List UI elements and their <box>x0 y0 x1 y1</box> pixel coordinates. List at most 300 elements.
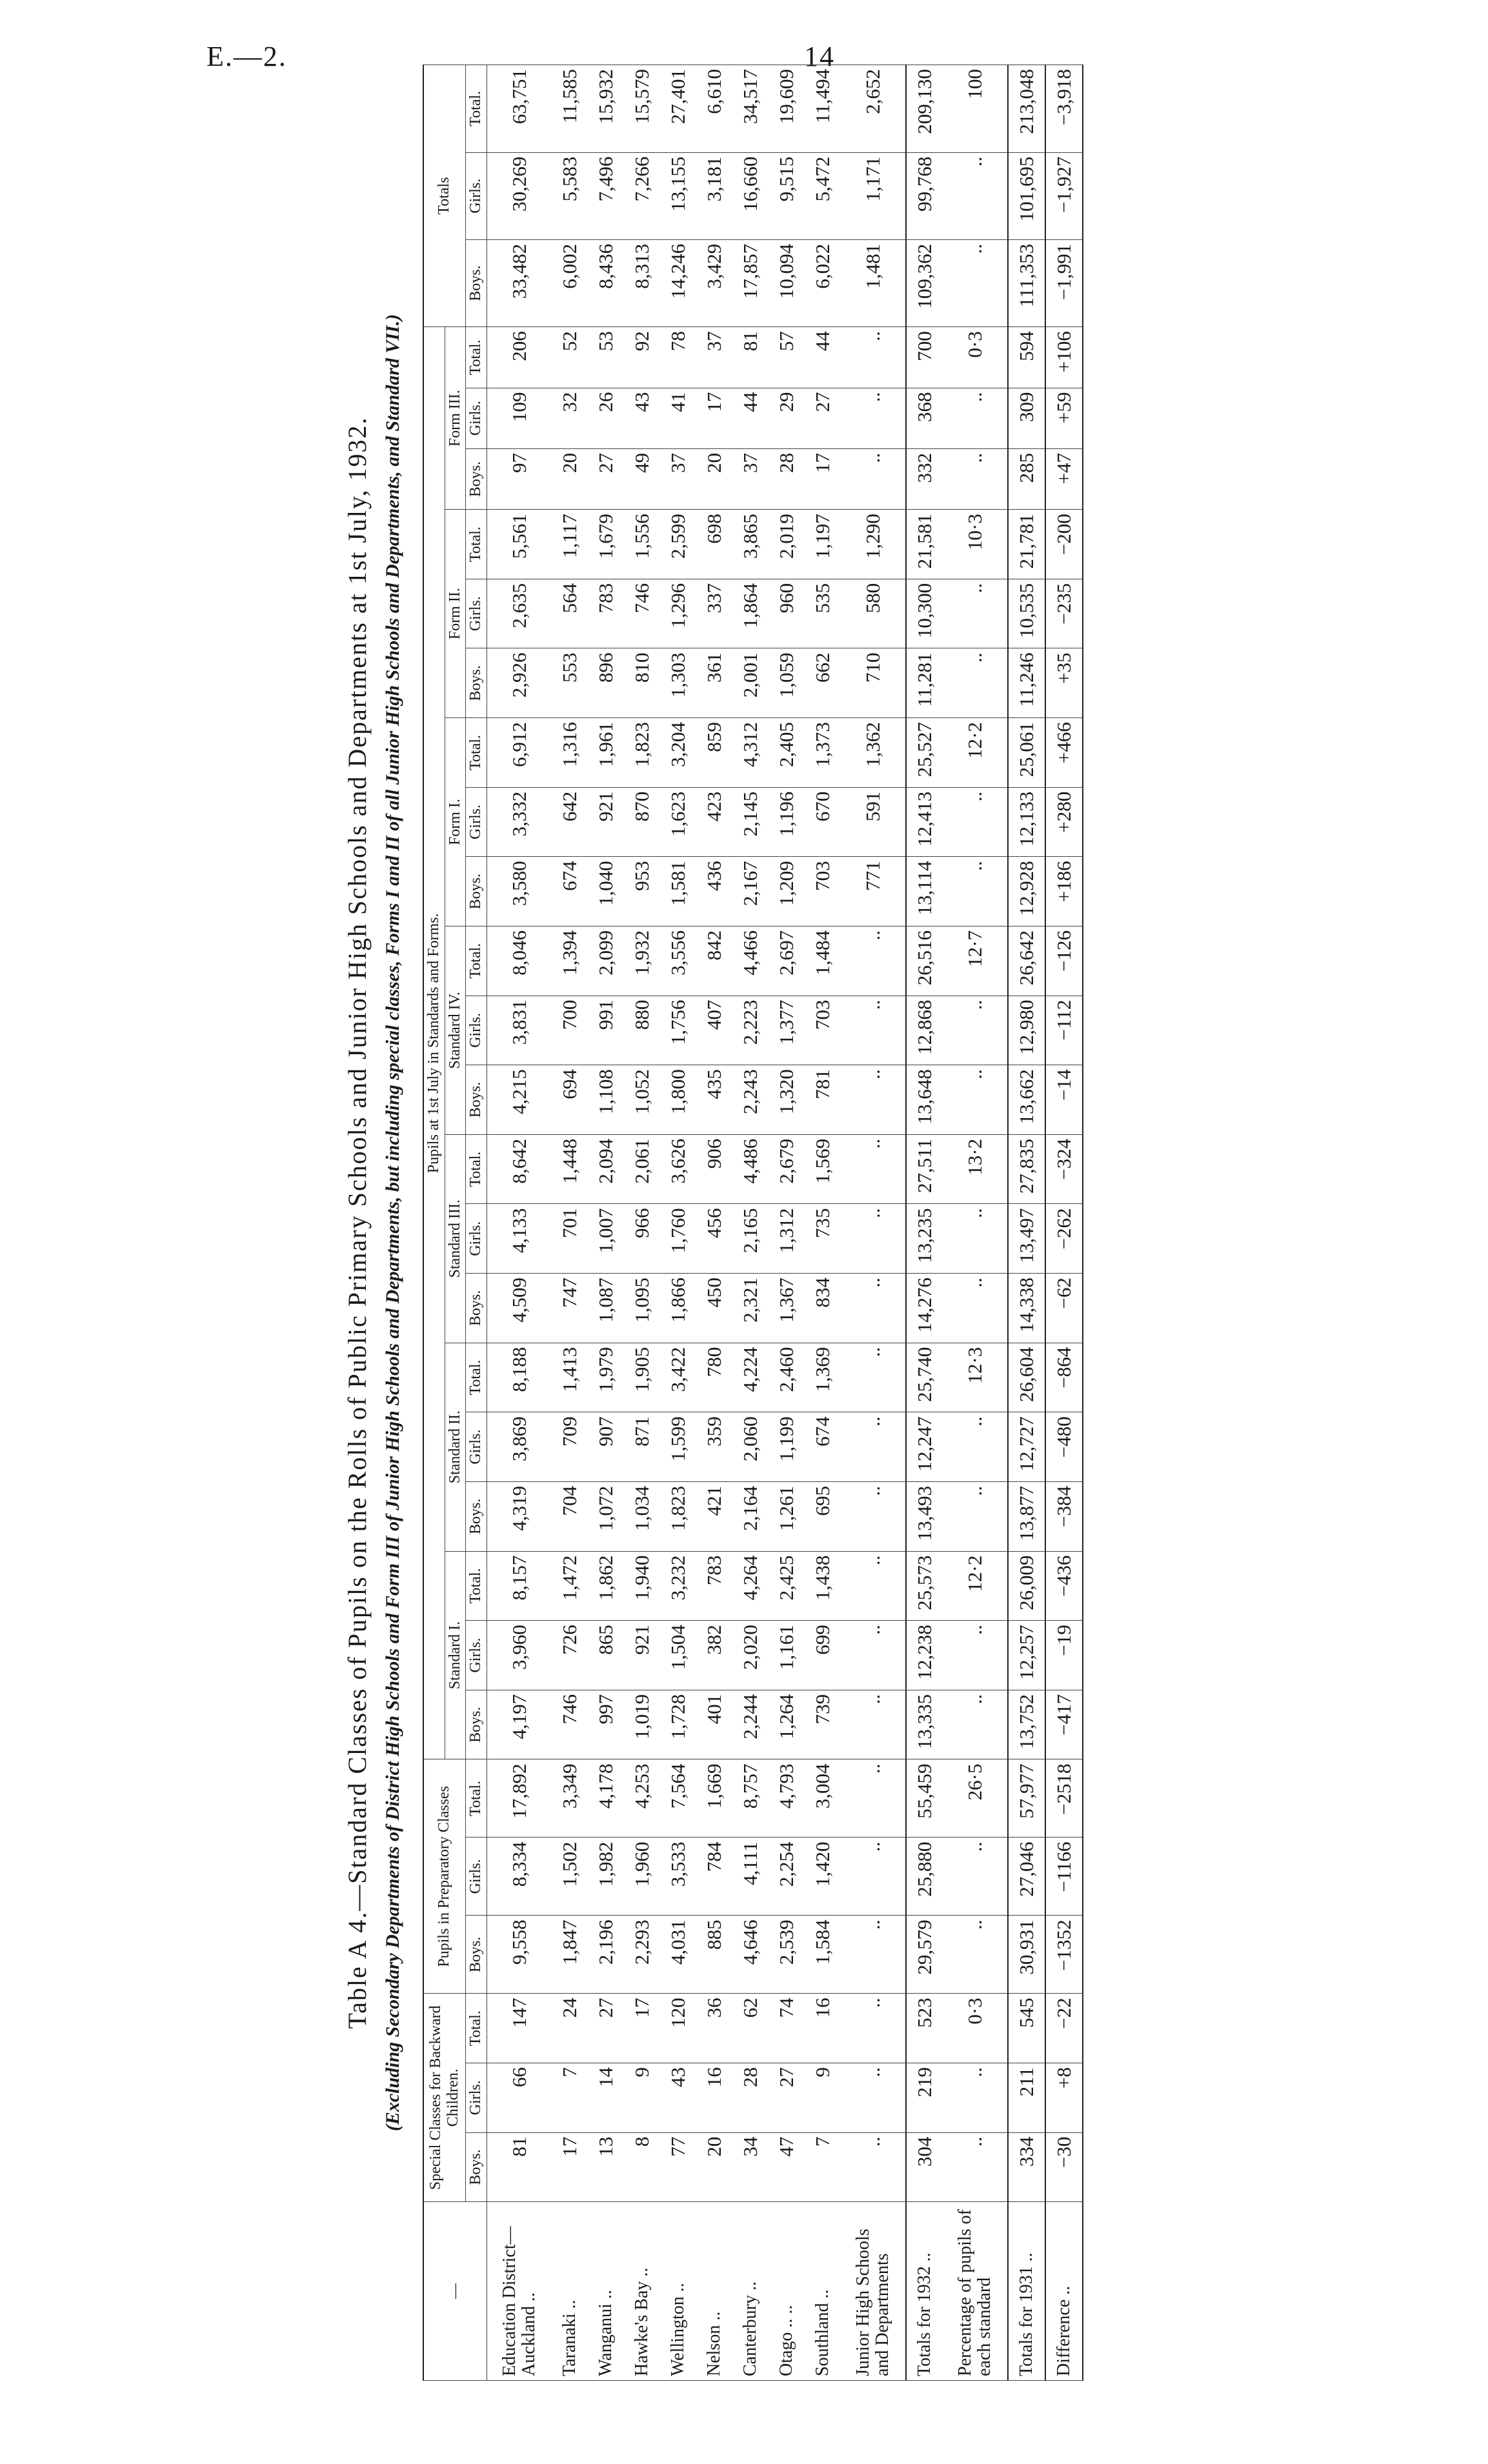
table-cell: 63,751 <box>487 65 552 153</box>
table-cell: 120 <box>660 1994 696 2063</box>
table-cell: 1,905 <box>624 1343 660 1412</box>
table-cell: +47 <box>1045 448 1083 509</box>
table-cell: 3,332 <box>487 787 552 857</box>
table-cell: 4,486 <box>732 1134 769 1204</box>
table-cell: −200 <box>1045 510 1083 579</box>
table-cell: 1,316 <box>552 718 588 788</box>
table-cell: .. <box>943 1065 1008 1135</box>
table-cell: −62 <box>1045 1274 1083 1343</box>
table-cell: 921 <box>624 1621 660 1690</box>
table-cell: 435 <box>696 1065 732 1135</box>
table-cell: 12,247 <box>906 1412 943 1482</box>
table-cell: 3,831 <box>487 996 552 1065</box>
table-cell: 49 <box>624 448 660 509</box>
table-cell: 74 <box>769 1994 805 2063</box>
table-cell: 953 <box>624 857 660 927</box>
table-cell: .. <box>841 1916 906 1994</box>
table-cell: 28 <box>732 2063 769 2132</box>
table-cell: 1,599 <box>660 1412 696 1482</box>
table-cell: 8,313 <box>624 239 660 326</box>
table-cell: 2,321 <box>732 1274 769 1343</box>
table-cell: 13,235 <box>906 1204 943 1274</box>
table-cell: 26,009 <box>1008 1551 1045 1621</box>
table-cell: 41 <box>660 388 696 448</box>
table-cell: 0·3 <box>943 1994 1008 2063</box>
table-cell: 3,556 <box>660 926 696 996</box>
header-standard-4: Standard IV. <box>445 926 466 1134</box>
table-subtitle: (Excluding Secondary Departments of District High Schools and Form III of Junior High Schools and Departments, but including special classes, Forms I and II of all Junior High Schools and Departments, and Standard VII.) <box>382 314 403 2132</box>
table-cell: −2518 <box>1045 1759 1083 1838</box>
table-cell: 701 <box>552 1204 588 1274</box>
table-cell: 26·5 <box>943 1759 1008 1838</box>
table-cell: 13·2 <box>943 1134 1008 1204</box>
table-cell: 1,369 <box>805 1343 841 1412</box>
table-cell: 27 <box>588 1994 624 2063</box>
table-cell: 1,394 <box>552 926 588 996</box>
table-cell: 2,061 <box>624 1134 660 1204</box>
table-cell: 3,960 <box>487 1621 552 1690</box>
table-cell: 783 <box>696 1551 732 1621</box>
table-cell: 3,004 <box>805 1759 841 1838</box>
table-cell: .. <box>841 1343 906 1412</box>
table-cell: 4,224 <box>732 1343 769 1412</box>
table-cell: 27 <box>769 2063 805 2132</box>
table-cell: 966 <box>624 1204 660 1274</box>
table-cell: 4,215 <box>487 1065 552 1135</box>
table-cell: 1,040 <box>588 857 624 927</box>
subheader-girls: Girls. <box>466 152 487 239</box>
table-cell: 2,165 <box>732 1204 769 1274</box>
table-cell: 62 <box>732 1994 769 2063</box>
table-cell: 880 <box>624 996 660 1065</box>
row-label: Canterbury .. <box>732 2202 769 2381</box>
table-cell: .. <box>841 1551 906 1621</box>
table-cell: 10,094 <box>769 239 805 326</box>
table-cell: 1,502 <box>552 1838 588 1916</box>
table-cell: −19 <box>1045 1621 1083 1690</box>
table-row <box>769 65 805 2381</box>
table-cell: 1,420 <box>805 1838 841 1916</box>
table-cell: 57,977 <box>1008 1759 1045 1838</box>
table-row <box>943 65 1008 2381</box>
subheader-girls: Girls. <box>466 579 487 648</box>
table-cell: 12·7 <box>943 926 1008 996</box>
table-cell: 871 <box>624 1412 660 1482</box>
table-cell: 17 <box>805 448 841 509</box>
table-cell: 1,264 <box>769 1690 805 1759</box>
table-cell: 13,114 <box>906 857 943 927</box>
header-pupils-at-1st-july: Pupils at 1st July in Standards and Forms. <box>423 327 445 1759</box>
table-cell: 7,266 <box>624 152 660 239</box>
row-label: Nelson .. <box>696 2202 732 2381</box>
table-cell: 2,539 <box>769 1916 805 1994</box>
table-cell: 24 <box>552 1994 588 2063</box>
subheader-total: Total. <box>466 926 487 996</box>
table-cell: 1,823 <box>624 718 660 788</box>
table-cell: 2,697 <box>769 926 805 996</box>
table-cell: 1,569 <box>805 1134 841 1204</box>
table-cell: 3,349 <box>552 1759 588 1838</box>
table-cell: .. <box>841 2063 906 2132</box>
table-cell: 2,099 <box>588 926 624 996</box>
table-cell: 1,108 <box>588 1065 624 1135</box>
table-cell: 7 <box>552 2063 588 2132</box>
table-cell: 13,493 <box>906 1481 943 1551</box>
table-cell: 4,133 <box>487 1204 552 1274</box>
row-label: Otago .. .. <box>769 2202 805 2381</box>
table-cell: 1,197 <box>805 510 841 579</box>
table-cell: 57 <box>769 327 805 388</box>
table-cell: 21,581 <box>906 510 943 579</box>
subheader-total: Total. <box>466 1994 487 2063</box>
table-cell: 4,793 <box>769 1759 805 1838</box>
table-cell: 32 <box>552 388 588 448</box>
table-cell: 2,405 <box>769 718 805 788</box>
table-cell: .. <box>841 1065 906 1135</box>
subheader-boys: Boys. <box>466 2132 487 2202</box>
table-cell: 13,662 <box>1008 1065 1045 1135</box>
row-label: Southland .. <box>805 2202 841 2381</box>
table-cell: 55,459 <box>906 1759 943 1838</box>
row-label: Taranaki .. <box>552 2202 588 2381</box>
table-row <box>805 65 841 2381</box>
header-preparatory: Pupils in Preparatory Classes <box>423 1759 466 1994</box>
table-cell: 2,425 <box>769 1551 805 1621</box>
subheader-boys: Boys. <box>466 1274 487 1343</box>
table-cell: 12,257 <box>1008 1621 1045 1690</box>
table-cell: 896 <box>588 648 624 718</box>
row-label: Junior High Schools and Departments <box>841 2202 906 2381</box>
table-cell: 2,254 <box>769 1838 805 1916</box>
table-cell: −235 <box>1045 579 1083 648</box>
table-cell: .. <box>943 448 1008 509</box>
table-cell: 1,059 <box>769 648 805 718</box>
table-cell: 92 <box>624 327 660 388</box>
table-cell: 450 <box>696 1274 732 1343</box>
table-cell: 703 <box>805 996 841 1065</box>
table-cell: −112 <box>1045 996 1083 1065</box>
table-cell: 1,982 <box>588 1838 624 1916</box>
table-cell: 523 <box>906 1994 943 2063</box>
table-cell: 12,727 <box>1008 1412 1045 1482</box>
table-cell: 1,362 <box>841 718 906 788</box>
table-cell: 870 <box>624 787 660 857</box>
table-cell: 2,635 <box>487 579 552 648</box>
table-cell: 2,652 <box>841 65 906 153</box>
table-cell: 6,912 <box>487 718 552 788</box>
table-cell: −262 <box>1045 1204 1083 1274</box>
table-cell: 1,866 <box>660 1274 696 1343</box>
table-cell: −480 <box>1045 1412 1083 1482</box>
table-cell: −864 <box>1045 1343 1083 1412</box>
table-cell: 101,695 <box>1008 152 1045 239</box>
table-cell: 1,756 <box>660 996 696 1065</box>
table-cell: 25,880 <box>906 1838 943 1916</box>
table-cell: .. <box>943 1412 1008 1482</box>
table-cell: 780 <box>696 1343 732 1412</box>
table-cell: 27,046 <box>1008 1838 1045 1916</box>
table-cell: 1,290 <box>841 510 906 579</box>
subheader-girls: Girls. <box>466 996 487 1065</box>
table-cell: 1,007 <box>588 1204 624 1274</box>
subheader-girls: Girls. <box>466 1204 487 1274</box>
subheader-total: Total. <box>466 1134 487 1204</box>
header-form-3: Form III. <box>445 327 466 510</box>
table-cell: .. <box>943 152 1008 239</box>
table-cell: 4,111 <box>732 1838 769 1916</box>
table-cell: 2,019 <box>769 510 805 579</box>
table-cell: .. <box>841 1994 906 2063</box>
table-cell: 8,642 <box>487 1134 552 1204</box>
table-cell: 2,060 <box>732 1412 769 1482</box>
table-cell: 9 <box>805 2063 841 2132</box>
table-cell: 44 <box>732 388 769 448</box>
table-cell: 6,610 <box>696 65 732 153</box>
subheader-boys: Boys. <box>466 1065 487 1135</box>
table-cell: 337 <box>696 579 732 648</box>
header-form-1: Form I. <box>445 718 466 927</box>
table-cell: 2,001 <box>732 648 769 718</box>
table-cell: 2,679 <box>769 1134 805 1204</box>
table-cell: 13,497 <box>1008 1204 1045 1274</box>
header-form-2: Form II. <box>445 510 466 718</box>
table-cell: 1,373 <box>805 718 841 788</box>
table-cell: 34,517 <box>732 65 769 153</box>
table-cell: 921 <box>588 787 624 857</box>
table-cell: 10,300 <box>906 579 943 648</box>
table-title: Table A 4.—Standard Classes of Pupils on the Rolls of Public Primary Schools and Junior High Schools and Departments at 1st July, 1932. <box>343 416 372 2029</box>
table-cell: 580 <box>841 579 906 648</box>
table-cell: .. <box>943 1690 1008 1759</box>
table-cell: +466 <box>1045 718 1083 788</box>
table-cell: −1166 <box>1045 1838 1083 1916</box>
table-cell: 13,648 <box>906 1065 943 1135</box>
table-cell: −417 <box>1045 1690 1083 1759</box>
table-cell: 2,167 <box>732 857 769 927</box>
table-cell: 29 <box>769 388 805 448</box>
table-cell: 709 <box>552 1412 588 1482</box>
table-cell: 77 <box>660 2132 696 2202</box>
table-cell: +186 <box>1045 857 1083 927</box>
header-standard-3: Standard III. <box>445 1134 466 1343</box>
table-cell: .. <box>943 1916 1008 1994</box>
table-cell: 3,181 <box>696 152 732 239</box>
table-cell: 9 <box>624 2063 660 2132</box>
table-cell: −1352 <box>1045 1916 1083 1994</box>
table-cell: 20 <box>696 2132 732 2202</box>
table-cell: 1,117 <box>552 510 588 579</box>
table-cell: 594 <box>1008 327 1045 388</box>
table-cell: 735 <box>805 1204 841 1274</box>
table-cell: 710 <box>841 648 906 718</box>
table-cell: 1,481 <box>841 239 906 326</box>
table-cell: 1,679 <box>588 510 624 579</box>
table-cell: 21,781 <box>1008 510 1045 579</box>
table-cell: +35 <box>1045 648 1083 718</box>
table-cell: 4,264 <box>732 1551 769 1621</box>
table-cell: 401 <box>696 1690 732 1759</box>
table-cell: .. <box>841 1838 906 1916</box>
table-cell: .. <box>943 579 1008 648</box>
table-row <box>552 65 588 2381</box>
table-cell: 34 <box>732 2132 769 2202</box>
table-cell: 37 <box>696 327 732 388</box>
table-cell: 26 <box>588 388 624 448</box>
table-cell: 859 <box>696 718 732 788</box>
header-totals: Totals <box>423 65 466 327</box>
table-cell: 382 <box>696 1621 732 1690</box>
table-cell: −324 <box>1045 1134 1083 1204</box>
table-cell: 43 <box>660 2063 696 2132</box>
table-cell: −22 <box>1045 1994 1083 2063</box>
table-cell: 5,583 <box>552 152 588 239</box>
table-cell: 746 <box>552 1690 588 1759</box>
table-row <box>841 65 906 2381</box>
table-cell: 17,892 <box>487 1759 552 1838</box>
table-cell: 700 <box>906 327 943 388</box>
table-cell: 4,509 <box>487 1274 552 1343</box>
table-cell: 13,335 <box>906 1690 943 1759</box>
table-cell: .. <box>841 996 906 1065</box>
table-cell: 5,472 <box>805 152 841 239</box>
row-label: Wanganui .. <box>588 2202 624 2381</box>
table-cell: .. <box>841 1481 906 1551</box>
table-cell: 784 <box>696 1838 732 1916</box>
table-cell: 2,243 <box>732 1065 769 1135</box>
table-cell: 1,303 <box>660 648 696 718</box>
table-cell: 37 <box>660 448 696 509</box>
table-cell: 99,768 <box>906 152 943 239</box>
table-cell: +106 <box>1045 327 1083 388</box>
table-cell: 27,835 <box>1008 1134 1045 1204</box>
table-cell: .. <box>943 2132 1008 2202</box>
subheader-total: Total. <box>466 327 487 388</box>
table-cell: 8,188 <box>487 1343 552 1412</box>
table-row <box>906 65 943 2381</box>
table-cell: 535 <box>805 579 841 648</box>
table-cell: −1,991 <box>1045 239 1083 326</box>
table-cell: 4,031 <box>660 1916 696 1994</box>
table-cell: 2,196 <box>588 1916 624 1994</box>
table-cell: 43 <box>624 388 660 448</box>
table-cell: 44 <box>805 327 841 388</box>
subheader-boys: Boys. <box>466 239 487 326</box>
table-cell: 109,362 <box>906 239 943 326</box>
table-cell: 4,197 <box>487 1690 552 1759</box>
table-cell: .. <box>943 996 1008 1065</box>
table-cell: 695 <box>805 1481 841 1551</box>
table-cell: 26,604 <box>1008 1343 1045 1412</box>
table-cell: 670 <box>805 787 841 857</box>
table-cell: .. <box>841 1134 906 1204</box>
table-cell: 3,429 <box>696 239 732 326</box>
table-cell: 7 <box>805 2132 841 2202</box>
table-cell: 100 <box>943 65 1008 153</box>
table-cell: 885 <box>696 1916 732 1994</box>
table-cell: 30,931 <box>1008 1916 1045 1994</box>
table-cell: 36 <box>696 1994 732 2063</box>
table-cell: 25,740 <box>906 1343 943 1412</box>
subheader-boys: Boys. <box>466 857 487 927</box>
rotated-table-block <box>342 65 1458 2381</box>
table-cell: 1,484 <box>805 926 841 996</box>
table-cell: 3,204 <box>660 718 696 788</box>
subheader-girls: Girls. <box>466 1412 487 1482</box>
table-cell: 12·2 <box>943 1551 1008 1621</box>
table-cell: 1,556 <box>624 510 660 579</box>
table-cell: .. <box>943 1838 1008 1916</box>
table-cell: 907 <box>588 1412 624 1482</box>
table-cell: 17 <box>696 388 732 448</box>
table-cell: 27 <box>588 448 624 509</box>
table-cell: 17 <box>552 2132 588 2202</box>
row-label: Difference .. <box>1045 2202 1083 2381</box>
row-label: Education District— Auckland .. <box>487 2202 552 2381</box>
table-cell: 12,413 <box>906 787 943 857</box>
table-cell: 1,161 <box>769 1621 805 1690</box>
table-cell: .. <box>943 2063 1008 2132</box>
table-cell: .. <box>841 448 906 509</box>
table-cell: 1,072 <box>588 1481 624 1551</box>
table-cell: .. <box>943 1274 1008 1343</box>
table-cell: 1,019 <box>624 1690 660 1759</box>
table-cell: 2,164 <box>732 1481 769 1551</box>
table-cell: 694 <box>552 1065 588 1135</box>
table-row <box>696 65 732 2381</box>
table-cell: 1,864 <box>732 579 769 648</box>
table-cell: 783 <box>588 579 624 648</box>
table-cell: 1,584 <box>805 1916 841 1994</box>
table-cell: 20 <box>696 448 732 509</box>
table-cell: .. <box>943 1204 1008 1274</box>
table-cell: 25,527 <box>906 718 943 788</box>
table-cell: 304 <box>906 2132 943 2202</box>
table-cell: .. <box>943 388 1008 448</box>
table-cell: 1,760 <box>660 1204 696 1274</box>
table-cell: 16 <box>696 2063 732 2132</box>
table-cell: 700 <box>552 996 588 1065</box>
table-cell: 1,961 <box>588 718 624 788</box>
table-cell: .. <box>841 327 906 388</box>
table-cell: 17 <box>624 1994 660 2063</box>
table-cell: .. <box>841 1621 906 1690</box>
table-cell: 10,535 <box>1008 579 1045 648</box>
page-reference: E.—2. <box>206 41 287 72</box>
table-cell: 3,422 <box>660 1343 696 1412</box>
table-cell: 423 <box>696 787 732 857</box>
subheader-boys: Boys. <box>466 1916 487 1994</box>
table-cell: 97 <box>487 448 552 509</box>
table-cell: 1,623 <box>660 787 696 857</box>
table-cell: 1,052 <box>624 1065 660 1135</box>
table-cell: 332 <box>906 448 943 509</box>
table-cell: 13,155 <box>660 152 696 239</box>
subheader-total: Total. <box>466 65 487 153</box>
subheader-total: Total. <box>466 1759 487 1838</box>
table-cell: −126 <box>1045 926 1083 996</box>
subheader-total: Total. <box>466 718 487 788</box>
table-cell: 9,558 <box>487 1916 552 1994</box>
table-cell: 1,377 <box>769 996 805 1065</box>
table-cell: 407 <box>696 996 732 1065</box>
table-cell: 27,511 <box>906 1134 943 1204</box>
table-cell: 213,048 <box>1008 65 1045 153</box>
table-cell: 209,130 <box>906 65 943 153</box>
table-row <box>660 65 696 2381</box>
table-cell: 16,660 <box>732 152 769 239</box>
table-cell: 1,320 <box>769 1065 805 1135</box>
table-cell: .. <box>943 787 1008 857</box>
